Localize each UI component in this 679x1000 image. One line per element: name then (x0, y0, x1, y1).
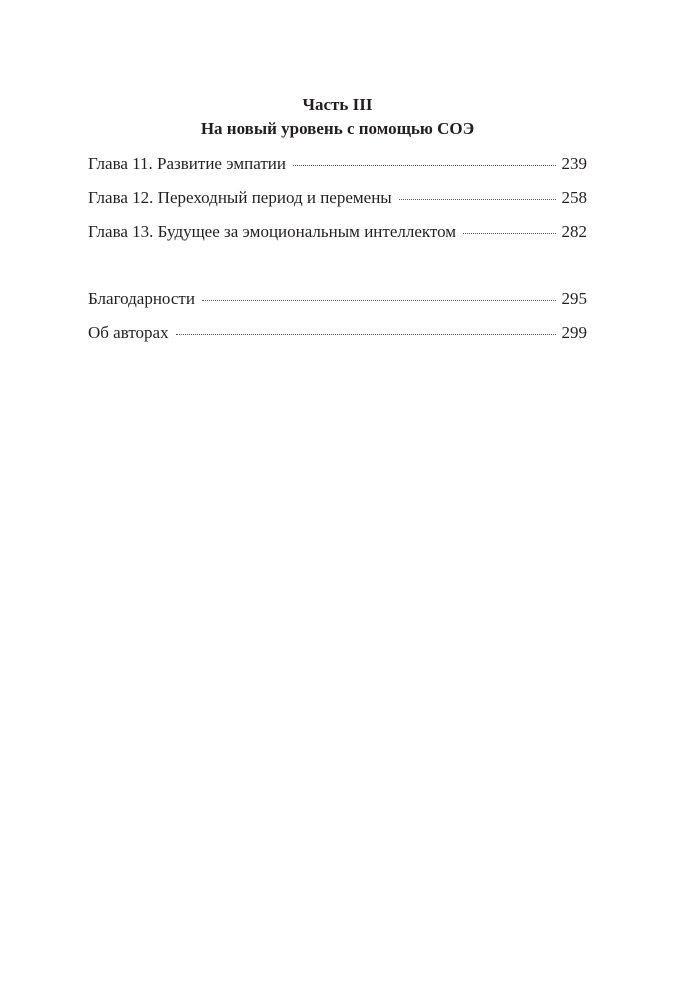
dot-leader (202, 300, 556, 301)
toc-entry-page-number: 258 (561, 188, 587, 207)
toc-entry-title: Глава 11. Развитие эмпатии (88, 154, 286, 173)
dot-leader (463, 233, 555, 234)
toc-entry-about-authors[interactable] (88, 321, 587, 355)
toc-entry-page-number: 239 (561, 154, 587, 173)
part-title-heading: На новый уровень с помощью СОЭ (200, 119, 475, 138)
dot-leader (399, 199, 556, 200)
toc-entry-page-number: 299 (561, 323, 587, 342)
table-of-contents-chapters (88, 152, 587, 254)
toc-entry-title: Глава 13. Будущее за эмоциональным интеллектом (88, 222, 457, 241)
toc-entry-acknowledgements[interactable] (88, 287, 587, 321)
part-number-heading: Часть III (302, 95, 373, 114)
toc-entry-page-number: 282 (561, 222, 587, 241)
toc-entry-page-number: 295 (561, 289, 587, 308)
toc-entry-title: Глава 12. Переходный период и перемены (88, 188, 392, 207)
toc-entry-chapter-11[interactable] (88, 152, 587, 186)
toc-entry-chapter-12[interactable] (88, 186, 587, 220)
table-of-contents-back-matter (88, 287, 587, 355)
dot-leader (293, 165, 556, 166)
toc-entry-chapter-13[interactable] (88, 220, 587, 254)
toc-entry-title: Благодарности (88, 289, 195, 308)
dot-leader (176, 334, 556, 335)
toc-entry-title: Об авторах (88, 323, 169, 342)
